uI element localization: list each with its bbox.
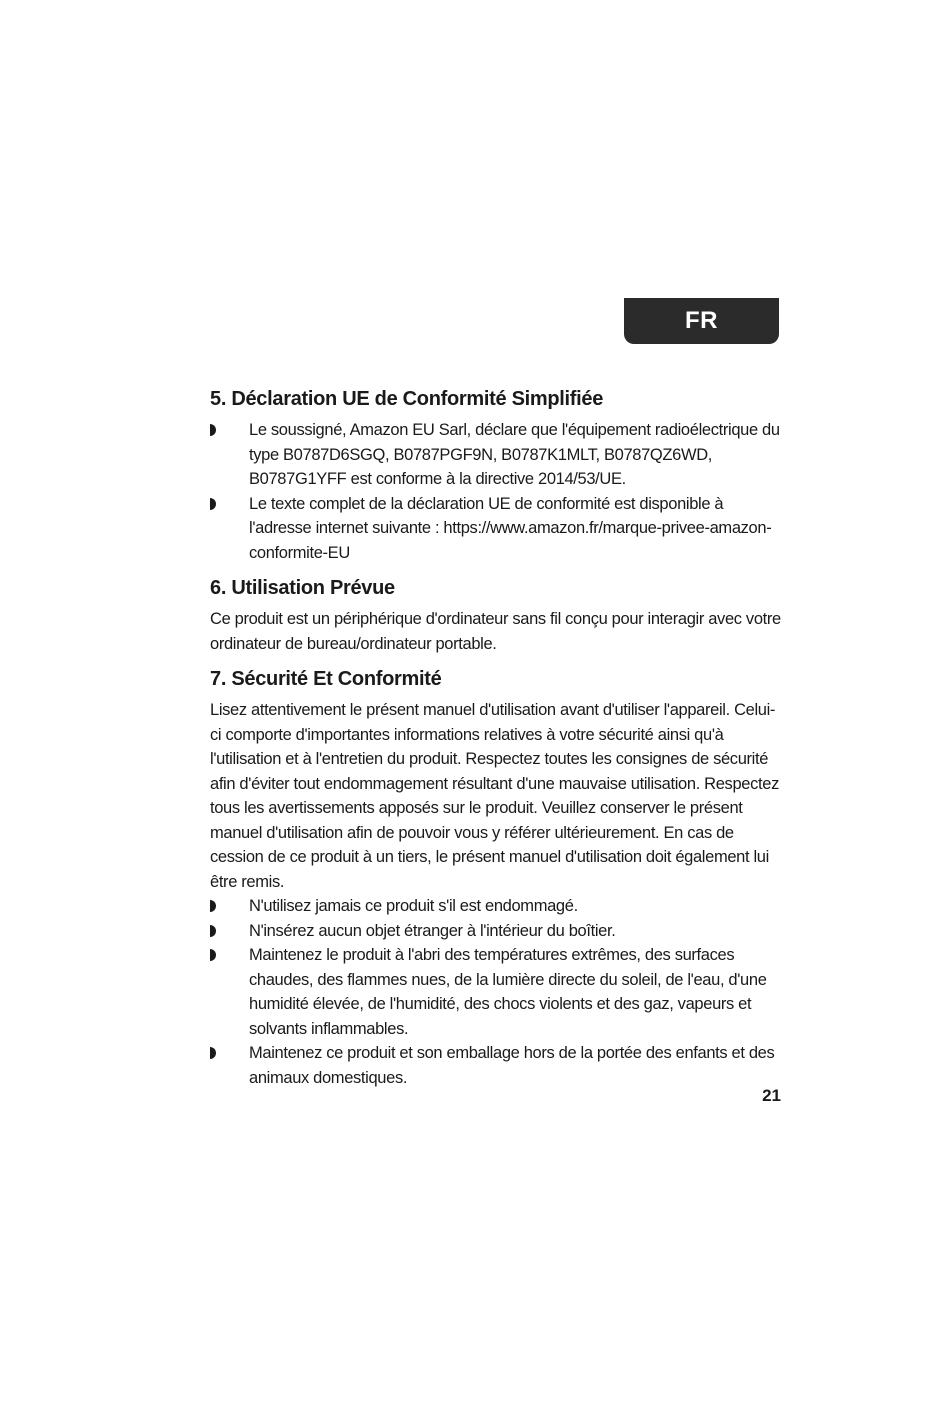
bullet-icon <box>210 1047 216 1059</box>
intended-use-paragraph: Ce produit est un périphérique d'ordinateur sans fil conçu pour interagir avec votre ordinateur de bureau/ordinateur portable. <box>210 610 781 653</box>
list-item <box>210 1041 782 1090</box>
bullet-icon <box>210 498 216 510</box>
bullet-icon <box>210 925 216 937</box>
bullet-icon <box>210 900 216 912</box>
section-title-declaration: 5. Déclaration UE de Conformité Simplifiée <box>210 388 604 410</box>
bullet-text: N'insérez aucun objet étranger à l'intérieur du boîtier. <box>249 921 616 940</box>
bullet-text: Le soussigné, Amazon EU Sarl, déclare que l'équipement radioélectrique du type B0787D6SGQ, B0787PGF9N, B0787K1MLT, B0787QZ6WD, B0787G1YFF est conforme à la directive 2014/53/UE. <box>249 421 780 488</box>
list-item <box>210 492 782 566</box>
bullet-text: Maintenez ce produit et son emballage hors de la portée des enfants et des animaux domestiques. <box>249 1044 775 1087</box>
list-item <box>210 919 782 944</box>
declaration-bullet-list <box>210 418 782 565</box>
page-number: 21 <box>762 1086 781 1105</box>
language-tab: FR <box>624 298 779 344</box>
list-item <box>210 943 782 1041</box>
section-title-safety: 7. Sécurité Et Conformité <box>210 668 442 690</box>
section-title-intended-use: 6. Utilisation Prévue <box>210 577 395 599</box>
list-item <box>210 418 782 492</box>
bullet-text: Maintenez le produit à l'abri des températures extrêmes, des surfaces chaudes, des flammes nues, de la lumière directe du soleil, de l'eau, d'une humidité élevée, de l'humidité, des chocs violents et des gaz, vapeurs et solvants inflammables. <box>249 946 767 1038</box>
bullet-text: Le texte complet de la déclaration UE de conformité est disponible à l'adresse internet suivante : https://www.amazon.fr/marque-privee-amazon-conformite-EU <box>249 494 772 562</box>
bullet-icon <box>210 424 216 436</box>
safety-paragraph: Lisez attentivement le présent manuel d'utilisation avant d'utiliser l'appareil. Celui-ci comporte d'importantes informations relatives à votre sécurité ainsi qu'à l'utilisation et à l'entretien du produit. Respectez toutes les consignes de sécurité afin d'éviter tout endommagement résultant d'une mauvaise utilisation. Respectez tous les avertissements apposés sur le produit. Veuillez conserver le présent manuel d'utilisation afin de pouvoir vous y référer ultérieurement. En cas de cession de ce produit à un tiers, le présent manuel d'utilisation doit également lui être remis. <box>210 701 779 891</box>
page-content <box>210 386 782 1090</box>
safety-bullet-list <box>210 894 782 1090</box>
bullet-icon <box>210 949 216 961</box>
bullet-text: N'utilisez jamais ce produit s'il est endommagé. <box>249 897 578 915</box>
list-item <box>210 894 782 919</box>
